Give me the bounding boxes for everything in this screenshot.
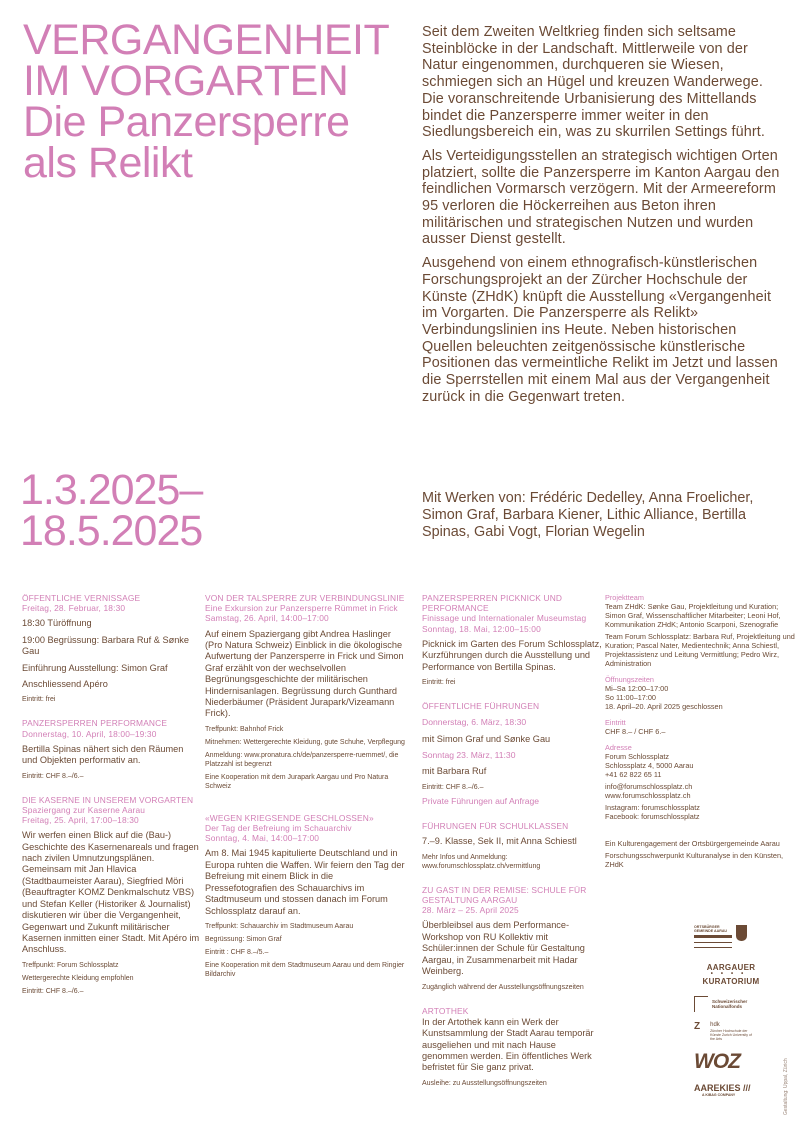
program-column-2 <box>205 593 405 993</box>
event-kaserne <box>22 795 200 996</box>
event-body <box>422 1017 602 1074</box>
event-line: Am 8. Mai 1945 kapitulierte Deutschland und in Europa ruhten die Waffen. Wir feiern den Tag der Befreiung mit einem Blick in die Pressefotografien des Schauarchivs im Stadtmuseum und stossen danach im Forum Schlossplatz darauf an. <box>205 848 405 916</box>
facebook-link[interactable]: Facebook: forumschlossplatz <box>605 812 700 821</box>
event-body <box>22 830 200 955</box>
logo-text: AAREKIES /// <box>694 1083 751 1093</box>
sponsor-logos <box>694 925 774 1107</box>
info-heading: Projektteam <box>605 593 644 602</box>
entry-price: CHF 8.– / CHF 6.– <box>605 727 666 736</box>
supporter-line: Ein Kulturengagement der Ortsbürgergemeinde Aarau <box>605 839 780 848</box>
event-entry: Eintritt: CHF 8.–/6.– <box>22 772 84 780</box>
event-meeting-point: Treffpunkt: Bahnhof Frick <box>205 725 284 733</box>
intro-paragraph: Seit dem Zweiten Weltkrieg finden sich seltsame Steinblöcke in der Landschaft. Mittlerweile von der Natur eingenommen, durchqueren sie Wiesen, schmiegen sich an Hügel und kreuzen Wanderwege. Die voranschreitende Urbanisierung des Mittellands bindet die Panzersperre immer weiter in den Siedlungsbereich ein, was zu skurrilen Settings führt. <box>422 24 765 141</box>
subtitle-line-2: als Relikt <box>23 139 193 187</box>
event-cooperation: Eine Kooperation mit dem Stadtmuseum Aarau und dem Ringier Bildarchiv <box>205 961 405 978</box>
event-line: 7.–9. Klasse, Sek II, mit Anna Schiestl <box>422 836 577 847</box>
logo-text: Schweizerischer Nationalfonds <box>712 998 748 1009</box>
event-meeting-point: Treffpunkt: Forum Schlossplatz <box>22 961 119 969</box>
title-line-2: IM VORGARTEN <box>23 57 349 105</box>
event-vernissage <box>22 593 200 704</box>
event-entry: Eintritt: CHF 8.–/6.– <box>422 783 484 791</box>
event-date: Freitag, 28. Februar, 18:30 <box>22 603 126 614</box>
address-line: Forum Schlossplatz <box>605 752 670 761</box>
logo-subtext: A KIBAG COMPANY <box>702 1093 736 1097</box>
zhdk-logo <box>694 1022 774 1041</box>
event-date: Sonntag 23. März, 11:30 <box>422 750 516 761</box>
event-title: «WEGEN KRIEGSENDE GESCHLOSSEN» <box>205 812 374 823</box>
instagram-link[interactable]: Instagram: forumschlossplatz <box>605 803 700 812</box>
date-start: 1.3.2025– <box>20 466 203 514</box>
address <box>605 743 795 821</box>
event-performance <box>22 718 200 780</box>
event-title: FÜHRUNGEN FÜR SCHULKLASSEN <box>422 821 569 832</box>
event-note: Zugänglich während der Ausstellungsöffnungszeiten <box>422 983 584 991</box>
program-column-3 <box>422 593 602 1102</box>
event-title: DIE KASERNE IN UNSEREM VORGARTEN <box>22 794 194 805</box>
event-details <box>422 1079 602 1088</box>
info-column <box>605 593 795 876</box>
event-title: PANZERSPERREN PERFORMANCE <box>22 718 168 729</box>
design-credit: Gestaltung: Uppal, Zürich <box>783 1058 789 1115</box>
event-talsperre <box>205 593 405 791</box>
opening-hours <box>605 675 795 711</box>
event-details <box>422 853 602 871</box>
event-details <box>422 983 602 992</box>
event-title: ÖFFENTLICHE VERNISSAGE <box>22 593 141 603</box>
hours-line: So 11:00–17:00 <box>605 693 656 702</box>
dots-icon: •••• <box>710 971 752 977</box>
logo-text: Z <box>694 1021 701 1032</box>
event-line: Auf einem Spaziergang gibt Andrea Haslinger (Pro Natura Schweiz) Einblick in die ökologische Aufwertung der Panzersperre in Frick und Simon Graf erzählt von der wechselvollen Begrünungsgeschichte der militärischen Hindernisanlagen. Begrüssung durch Gunthard Niederbäumer (Präsident Jurapark/Vizeamann Frick). <box>205 628 404 719</box>
event-line: mit Barbara Ruf <box>422 766 487 777</box>
intro-paragraph: Ausgehend von einem ethnografisch-künstlerischen Forschungsprojekt an der Zürcher Hochschule der Künste (ZHdK) knüpft die Ausstellung «Vergangenheit im Vorgarten. Die Panzersperre als Relikt» Verbindungslinien ins Heute. Neben historischen Quellen beleuchten zeitgenössische künstlerische Positionen das vermeintliche Relikt im Jetzt und lassen die Sperrstellen mit einem Mal aus der Vergangenheit zurück in die Gegenwart treten. <box>422 255 778 405</box>
logo-text: KURATORIUM <box>702 977 760 986</box>
event-details <box>422 678 602 687</box>
event-line: 18:30 Türöffnung <box>22 618 92 629</box>
event-title: ARTOTHEK <box>422 1005 469 1016</box>
event-body <box>422 734 602 745</box>
supporter-line: Forschungsschwerpunkt Kulturanalyse in den Künsten, ZHdK <box>605 851 784 869</box>
event-kriegsende <box>205 813 405 979</box>
intro-text <box>422 24 787 412</box>
event-picknick <box>422 593 602 687</box>
intro-paragraph: Als Verteidigungsstellen an strategisch wichtigen Orten platziert, sollte die Panzersperre im Kanton Aargau den feindlichen Vormarsch verzögern. Mit der Armeereform 95 verloren die Höckerreihen aus Beton ihren militärischen und strategischen Nutzen und wurden ausser Dienst gestellt. <box>422 147 780 248</box>
artists-list: Mit Werken von: Frédéric Dedelley, Anna Froelicher, Simon Graf, Barbara Kiener, Lithic Alliance, Bertilla Spinas, Gabi Vogt, Florian Wegelin <box>422 490 754 540</box>
info-heading: Adresse <box>605 743 632 752</box>
event-details <box>422 783 602 792</box>
event-entry: Eintritt: CHF 8.–/6.– <box>22 987 84 995</box>
title-line-1: VERGANGENHEIT <box>23 16 390 64</box>
event-fuehrungen <box>422 701 602 807</box>
event-body <box>422 920 602 977</box>
event-line: Einführung Ausstellung: Simon Graf <box>22 662 168 673</box>
logo-subtext: Zürcher Hochschule der Künste Zurich University of the Arts <box>710 1029 752 1041</box>
event-line: Wir werfen einen Blick auf die (Bau-) Geschichte des Kasernenareals und fragen nach zivilen Umnutzungsplänen. Gemeinsam mit Jan Hlavica (Stadtbaumeister Aarau), Siegfried Möri (Beauftragter KOMZ Denkmalschutz VBS) und Stefan Keller (Historiker & Journalist) diskutieren wir über die Vergangenheit, Gegenwart und Zukunft militärischer Kasernen inmitten einer Stadt. Mit Apéro im Anschluss. <box>22 830 200 955</box>
project-team <box>605 593 795 668</box>
event-line: Bertilla Spinas nähert sich den Räumen und Objekten performativ an. <box>22 743 184 766</box>
logo-text: AARGAUER <box>706 963 756 972</box>
event-body <box>22 744 200 767</box>
event-details <box>205 725 405 791</box>
team-zhdk: Team ZHdK: Sønke Gau, Projektleitung und Kuration; Simon Graf, Wissenschaftlicher Mitarbeiter; Leoni Hof, Kommunikation ZHdK; Antonio Scarponi, Szenografie <box>605 602 781 629</box>
event-title: PANZERSPERREN PICKNICK UND PERFORMANCE <box>422 593 563 614</box>
program-column-1 <box>22 593 200 1010</box>
event-line: Picknick im Garten des Forum Schlossplatz, Kurzführungen durch die Ausstellung und Performance von Bertilla Spinas. <box>422 638 602 672</box>
coat-of-arms-icon <box>736 925 747 941</box>
event-line: 19:00 Begrüssung: Barbara Ruf & Sønke Gau <box>22 634 190 657</box>
phone-number[interactable]: +41 62 822 65 11 <box>605 770 662 779</box>
logo-text: ORTSBÜRGER GEMEINDE AARAU <box>694 925 728 933</box>
event-body <box>205 629 405 720</box>
event-details <box>205 922 405 979</box>
event-details <box>22 961 200 996</box>
aargauer-kuratorium-logo <box>694 963 768 986</box>
event-body <box>422 766 602 777</box>
event-subtitle: Finissage und Internationaler Museumstag <box>422 613 587 624</box>
event-entry: Eintritt : CHF 8.–/5.– <box>205 948 269 956</box>
event-date: Sonntag, 18. Mai, 12:00–15:00 <box>422 623 541 634</box>
event-date: Samstag, 26. April, 14:00–17:00 <box>205 613 329 624</box>
event-title: VON DER TALSPERRE ZUR VERBINDUNGSLINIE <box>205 593 405 603</box>
event-title: ZU GAST IN DER REMISE: SCHULE FÜR GESTALTUNG AARGAU <box>422 884 587 906</box>
event-schulklassen <box>422 821 602 871</box>
event-date: 28. März – 25. April 2025 <box>422 905 519 916</box>
event-body <box>422 836 602 847</box>
event-info-link[interactable]: Mehr Infos und Anmeldung: www.forumschlossplatz.ch/vermittlung <box>422 853 541 870</box>
event-date: Freitag, 25. April, 17:00–18:30 <box>22 815 139 826</box>
event-body <box>22 618 200 690</box>
event-entry: Eintritt: frei <box>22 696 56 704</box>
event-details <box>22 695 200 704</box>
hours-line: Mi–Sa 12:00–17:00 <box>605 684 669 693</box>
supporters <box>605 839 795 869</box>
woz-logo: WOZ <box>694 1050 740 1073</box>
info-heading: Eintritt <box>605 718 626 727</box>
event-cooperation: Eine Kooperation mit dem Jurapark Aargau und Pro Natura Schweiz <box>205 773 389 790</box>
event-details <box>22 772 200 781</box>
event-line: Überbleibsel aus dem Performance-Workshop von RU Kollektiv mit Schüler:innen der Schule für Gestaltung Aargau, in Zusammenarbeit mit Hadar Weinberg. <box>422 920 585 977</box>
event-subtitle: Der Tag der Befreiung im Schauarchiv <box>205 823 352 834</box>
event-remise <box>422 885 602 992</box>
event-note: Wettergerechte Kleidung empfohlen <box>22 974 134 982</box>
event-note: Ausleihe: zu Ausstellungsöffnungszeiten <box>422 1079 547 1087</box>
event-body <box>422 639 602 673</box>
date-end: 18.5.2025 <box>20 507 203 555</box>
event-date: Sonntag, 4. Mai, 14:00–17:00 <box>205 833 320 844</box>
website-link[interactable]: www.forumschlossplatz.ch <box>605 791 691 800</box>
exhibition-dates <box>20 466 203 555</box>
hours-line: 18. April–20. April 2025 geschlossen <box>605 702 723 711</box>
entry-fee <box>605 718 795 736</box>
private-tours: Private Führungen auf Anfrage <box>422 795 540 806</box>
aarekies-logo <box>694 1083 774 1097</box>
event-line: Anschliessend Apéro <box>22 679 108 690</box>
event-line: In der Artothek kann ein Werk der Kunstsammlung der Stadt Aarau temporär ausgeliehen und mit nach Hause genommen werden. Ein öffentliches Werk befristet für Sie ganz privat. <box>422 1016 594 1073</box>
event-line: mit Simon Graf und Sønke Gau <box>422 733 551 744</box>
snf-mark-icon <box>694 996 708 1012</box>
event-note: Begrüssung: Simon Graf <box>205 935 282 943</box>
email-link[interactable]: info@forumschlossplatz.ch <box>605 782 693 791</box>
event-body <box>205 848 405 916</box>
team-forum: Team Forum Schlossplatz: Barbara Ruf, Projektleitung und Kuration; Pascal Nater, Medientechnik; Anna Schiestl, Projektassistenz und Leitung Vermittlung; Pedro Wirz, Administration <box>605 632 795 668</box>
title-block <box>23 16 403 187</box>
event-title: ÖFFENTLICHE FÜHRUNGEN <box>422 701 540 712</box>
event-entry: Eintritt: frei <box>422 679 456 687</box>
event-subtitle: Spaziergang zur Kaserne Aarau <box>22 804 146 815</box>
event-date: Donnerstag, 6. März, 18:30 <box>422 717 527 728</box>
info-heading: Öffnungszeiten <box>605 675 654 684</box>
logo-text: hdk <box>710 1022 720 1028</box>
event-registration-link[interactable]: Anmeldung: www.pronatura.ch/de/panzersperre-ruemmet/, die Platzzahl ist begrenzt <box>205 751 399 768</box>
event-note: Mitnehmen: Wettergerechte Kleidung, gute Schuhe, Verpflegung <box>205 738 405 746</box>
ortsbuergergemeinde-logo <box>694 925 774 953</box>
event-artothek <box>422 1006 602 1088</box>
subtitle-line-1: Die Panzersperre <box>23 98 350 146</box>
event-date: Donnerstag, 10. April, 18:00–19:30 <box>22 728 157 739</box>
address-line: Schlossplatz 4, 5000 Aarau <box>605 761 694 770</box>
event-meeting-point: Treffpunkt: Schauarchiv im Stadtmuseum Aarau <box>205 922 354 930</box>
event-subtitle: Eine Exkursion zur Panzersperre Rümmet in Frick <box>205 603 398 614</box>
snf-logo <box>694 996 774 1012</box>
